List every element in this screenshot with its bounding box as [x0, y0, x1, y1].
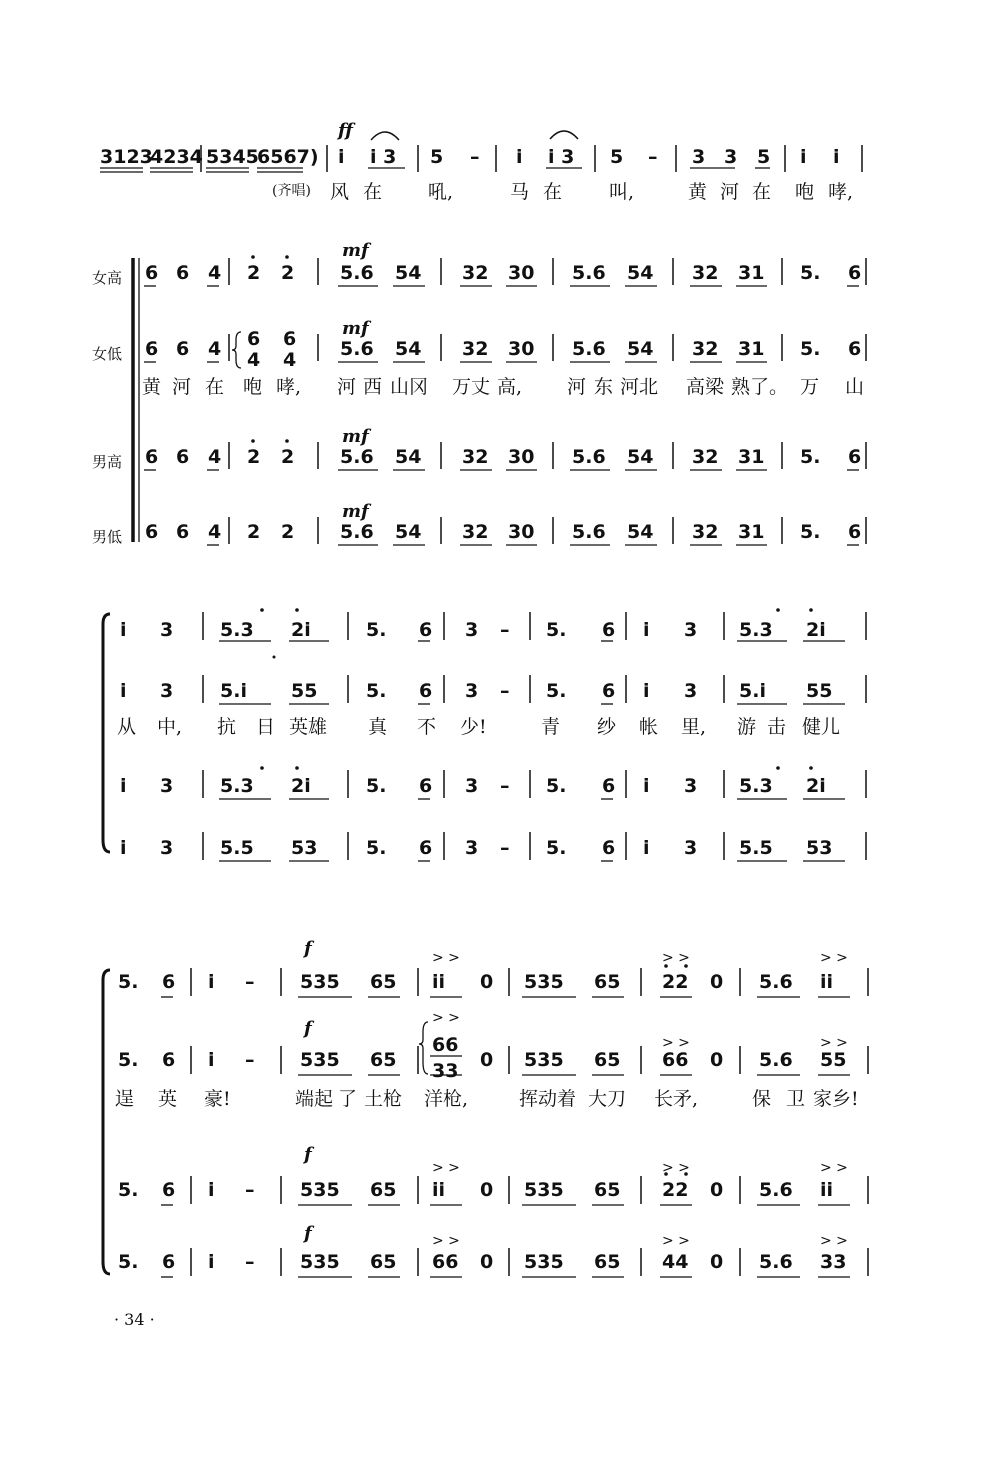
accent-mark: > >: [662, 1160, 690, 1176]
accent-mark: > >: [820, 1160, 848, 1176]
note: 5.: [366, 775, 387, 797]
note: 0: [710, 971, 724, 993]
lyric: 土枪: [364, 1088, 403, 1110]
note: 5345: [206, 146, 259, 168]
note: 5.6: [340, 446, 374, 468]
lyric: 青: [541, 716, 561, 738]
system-1-lines: [0, 240, 990, 560]
note: i: [516, 146, 523, 168]
note: 6: [419, 619, 433, 641]
note: 6567): [257, 146, 319, 168]
note: 32: [692, 262, 719, 284]
note: 6: [602, 775, 616, 797]
note: 3: [684, 837, 698, 859]
note: 5: [757, 146, 771, 168]
lyric: (齐唱): [272, 183, 311, 199]
note: 31: [738, 521, 765, 543]
lyric: 咆: [243, 376, 263, 398]
dynamic-ff: ff: [338, 120, 353, 141]
lyric: 抗: [217, 716, 237, 738]
note: 2: [281, 446, 295, 468]
lyric: 哮,: [276, 376, 302, 398]
note: 31: [738, 262, 765, 284]
note: 5.: [118, 1251, 139, 1273]
note: 54: [627, 521, 654, 543]
note: 4: [208, 446, 222, 468]
note: 6: [419, 680, 433, 702]
accent-mark: > >: [432, 950, 460, 966]
note: 55: [820, 1049, 847, 1071]
lyric: 大刀: [588, 1088, 627, 1110]
note: 5.5: [220, 837, 254, 859]
note: 65: [370, 971, 397, 993]
lyric: 西: [363, 376, 383, 398]
note: 5.6: [759, 1251, 793, 1273]
lyric: 英雄: [289, 716, 328, 738]
note: 65: [594, 1049, 621, 1071]
lyric: 在: [543, 181, 563, 203]
note: 32: [692, 338, 719, 360]
accent-mark: > >: [662, 1035, 690, 1051]
note: 54: [627, 338, 654, 360]
note: 5.: [366, 680, 387, 702]
note: 32: [462, 521, 489, 543]
note: ii: [432, 971, 446, 993]
note: 5: [430, 146, 444, 168]
note: –: [470, 146, 480, 168]
note: i: [208, 971, 215, 993]
lyric: 河: [567, 376, 587, 398]
note: 3: [684, 775, 698, 797]
note: 0: [710, 1251, 724, 1273]
note: 2i: [291, 619, 311, 641]
note: 5.i: [739, 680, 766, 702]
note: ii: [820, 971, 834, 993]
note: 65: [370, 1251, 397, 1273]
note: 66: [432, 1034, 459, 1056]
note: 5.: [366, 619, 387, 641]
note: 2i: [806, 619, 826, 641]
note: –: [245, 1049, 255, 1071]
lyric: 风: [330, 181, 350, 203]
note: 4: [208, 521, 222, 543]
lyric: 挥动着: [519, 1088, 577, 1110]
note: 5.: [800, 521, 821, 543]
note: 44: [662, 1251, 689, 1273]
note: 6: [176, 446, 190, 468]
voice-label-alto: 女低: [92, 345, 123, 363]
note: 5.i: [220, 680, 247, 702]
note: 3: [160, 837, 174, 859]
note: 5.3: [739, 619, 773, 641]
note: 3: [684, 680, 698, 702]
note: 6: [145, 521, 159, 543]
lyric: 家乡!: [813, 1088, 859, 1110]
voice-label-tenor: 男高: [92, 453, 123, 471]
note: 5.3: [220, 775, 254, 797]
note: –: [500, 837, 510, 859]
lyric: 河: [720, 181, 740, 203]
accent-mark: > >: [820, 1233, 848, 1249]
note: 31: [738, 446, 765, 468]
note: 5.6: [759, 1049, 793, 1071]
lyric: 咆: [795, 181, 815, 203]
note: 5.: [546, 619, 567, 641]
note: –: [500, 775, 510, 797]
note: i: [643, 837, 650, 859]
note: 535: [300, 1049, 340, 1071]
lyric: 东: [594, 376, 614, 398]
note: 5.: [366, 837, 387, 859]
note: 53: [291, 837, 318, 859]
note: 4: [283, 349, 297, 371]
note: 6: [162, 1049, 176, 1071]
note: 3: [160, 619, 174, 641]
note: 3: [724, 146, 738, 168]
note: 2: [247, 446, 261, 468]
lyric: 游: [737, 716, 757, 738]
note: 54: [627, 446, 654, 468]
lyric: 黄: [688, 181, 708, 203]
note: 5.: [118, 1049, 139, 1071]
note: 535: [300, 1179, 340, 1201]
note: –: [648, 146, 658, 168]
note: 54: [395, 262, 422, 284]
note: 3: [160, 680, 174, 702]
note: 5.6: [572, 262, 606, 284]
lyric: 健儿: [802, 716, 841, 738]
note: 6: [247, 328, 261, 350]
note: 5.: [118, 1179, 139, 1201]
accent-mark: > >: [432, 1160, 460, 1176]
note: 6: [176, 521, 190, 543]
note: –: [500, 619, 510, 641]
dynamic-f: f: [304, 1223, 312, 1244]
note: 6: [176, 338, 190, 360]
lyric: 不: [417, 716, 437, 738]
note: 2: [247, 262, 261, 284]
note: 4: [208, 338, 222, 360]
lyric: 吼,: [428, 181, 454, 203]
lyric: 英: [158, 1088, 178, 1110]
lyric: 保: [752, 1088, 772, 1110]
note: 3: [692, 146, 706, 168]
note: 6: [848, 446, 862, 468]
note: 5.6: [759, 1179, 793, 1201]
note: 32: [692, 521, 719, 543]
lyric: 击: [767, 716, 787, 738]
lyric: 万: [800, 376, 820, 398]
lyric: 真: [368, 716, 388, 738]
lyric: 河: [172, 376, 192, 398]
note: 5.3: [739, 775, 773, 797]
lyric: 帐: [639, 716, 659, 738]
lyric: 黄: [142, 376, 162, 398]
note: 6: [419, 775, 433, 797]
note: 30: [508, 262, 535, 284]
note: 54: [395, 446, 422, 468]
note: 6: [176, 262, 190, 284]
note: 6: [162, 971, 176, 993]
note: i: [833, 146, 840, 168]
note: 0: [480, 1179, 494, 1201]
accent-mark: > >: [662, 950, 690, 966]
note: 54: [395, 338, 422, 360]
note: 3123: [100, 146, 153, 168]
note: 0: [480, 971, 494, 993]
note: –: [500, 680, 510, 702]
note: 32: [692, 446, 719, 468]
note: i: [643, 680, 650, 702]
note: 32: [462, 338, 489, 360]
note: 5.5: [739, 837, 773, 859]
note: 3: [684, 619, 698, 641]
note: 65: [594, 1179, 621, 1201]
dynamic-f: f: [304, 1144, 312, 1165]
accent-mark: > >: [662, 1233, 690, 1249]
note: 2: [247, 521, 261, 543]
note: 5.: [800, 262, 821, 284]
dynamic-f: f: [304, 938, 312, 959]
note: 6: [145, 262, 159, 284]
note: 30: [508, 446, 535, 468]
note: 3: [465, 775, 479, 797]
voice-label-soprano: 女高: [92, 269, 123, 287]
lyric: 哮,: [828, 181, 854, 203]
note: 6: [145, 446, 159, 468]
note: i 3: [370, 146, 397, 168]
lyric: 中,: [157, 716, 183, 738]
note: 4234: [150, 146, 203, 168]
lyric: 卫: [786, 1088, 806, 1110]
accent-mark: > >: [432, 1233, 460, 1249]
note: 6: [602, 680, 616, 702]
note: 4: [208, 262, 222, 284]
lyric: 高,: [497, 376, 523, 398]
note: i: [208, 1251, 215, 1273]
note: 535: [524, 971, 564, 993]
note: 6: [162, 1251, 176, 1273]
note: –: [245, 1251, 255, 1273]
dynamic-mf: mf: [342, 501, 369, 522]
note: 3: [465, 619, 479, 641]
note: 6: [848, 338, 862, 360]
note: 6: [848, 521, 862, 543]
lyric: 河: [337, 376, 357, 398]
lyric: 少!: [460, 716, 487, 738]
note: 535: [524, 1049, 564, 1071]
note: 53: [806, 837, 833, 859]
note: ii: [820, 1179, 834, 1201]
note: 5.6: [340, 262, 374, 284]
lyric: 马: [510, 181, 530, 203]
note: 5.6: [572, 521, 606, 543]
note: 6: [419, 837, 433, 859]
note: 6: [848, 262, 862, 284]
lyric: 里,: [681, 716, 707, 738]
system-2-lines: [0, 600, 990, 870]
lyric: 熟了。: [731, 376, 789, 398]
accent-mark: > >: [432, 1010, 460, 1026]
note: i: [643, 619, 650, 641]
lyric: 从: [117, 716, 137, 738]
note: 22: [662, 1179, 689, 1201]
note: 0: [480, 1251, 494, 1273]
note: 54: [395, 521, 422, 543]
note: 32: [462, 262, 489, 284]
lyric: 万丈: [452, 376, 491, 398]
note: 535: [300, 1251, 340, 1273]
note: 6: [283, 328, 297, 350]
page-number: · 34 ·: [114, 1310, 155, 1329]
note: 535: [524, 1179, 564, 1201]
note: i: [120, 775, 127, 797]
note: 5.: [546, 680, 567, 702]
note: 32: [462, 446, 489, 468]
note: 5.: [546, 837, 567, 859]
dynamic-mf: mf: [342, 426, 369, 447]
note: i: [643, 775, 650, 797]
intro-slurs: [0, 0, 990, 200]
note: –: [245, 1179, 255, 1201]
note: 6: [602, 837, 616, 859]
note: i 3: [548, 146, 575, 168]
voice-label-bass: 男低: [92, 528, 123, 546]
note: 33: [820, 1251, 847, 1273]
note: 30: [508, 338, 535, 360]
note: i: [208, 1049, 215, 1071]
note: 6: [145, 338, 159, 360]
lyric: 了: [338, 1088, 358, 1110]
note: 2i: [291, 775, 311, 797]
note: i: [120, 680, 127, 702]
note: 6: [602, 619, 616, 641]
note: i: [338, 146, 345, 168]
lyric: 日: [256, 716, 276, 738]
note: 3: [160, 775, 174, 797]
lyric: 高梁: [686, 376, 725, 398]
note: 54: [627, 262, 654, 284]
note: 66: [662, 1049, 689, 1071]
lyric: 长矛,: [654, 1088, 699, 1110]
note: 3: [465, 680, 479, 702]
note: 5.6: [572, 446, 606, 468]
note: 5.6: [759, 971, 793, 993]
lyric: 叫,: [609, 181, 635, 203]
note: 5.6: [572, 338, 606, 360]
note: 65: [370, 1049, 397, 1071]
note: 5: [610, 146, 624, 168]
note: 66: [432, 1251, 459, 1273]
note: 5.: [800, 338, 821, 360]
note: 5.: [118, 971, 139, 993]
lyric: 河北: [620, 376, 659, 398]
accent-mark: > >: [820, 950, 848, 966]
lyric: 在: [363, 181, 383, 203]
lyric: 纱: [597, 716, 617, 738]
note: i: [800, 146, 807, 168]
note: i: [120, 619, 127, 641]
note: 55: [806, 680, 833, 702]
note: 5.: [546, 775, 567, 797]
dynamic-mf: mf: [342, 240, 369, 261]
dynamic-mf: mf: [342, 318, 369, 339]
lyric: 豪!: [204, 1088, 231, 1110]
note: 535: [524, 1251, 564, 1273]
note: 6: [162, 1179, 176, 1201]
note: 30: [508, 521, 535, 543]
note: i: [208, 1179, 215, 1201]
note: 5.3: [220, 619, 254, 641]
note: 22: [662, 971, 689, 993]
note: 2: [281, 262, 295, 284]
note: 31: [738, 338, 765, 360]
note: 5.6: [340, 521, 374, 543]
note: 0: [710, 1049, 724, 1071]
lyric: 逞: [115, 1088, 135, 1110]
dynamic-f: f: [304, 1018, 312, 1039]
note: i: [120, 837, 127, 859]
note: 0: [480, 1049, 494, 1071]
lyric: 在: [752, 181, 772, 203]
note: 65: [594, 1251, 621, 1273]
lyric: 山冈: [390, 376, 429, 398]
note: –: [245, 971, 255, 993]
note: 5.6: [340, 338, 374, 360]
note: 55: [291, 680, 318, 702]
note: 65: [370, 1179, 397, 1201]
note: 33: [432, 1060, 459, 1082]
lyric: 端起: [295, 1088, 334, 1110]
lyric: 在: [205, 376, 225, 398]
note: 0: [710, 1179, 724, 1201]
accent-mark: > >: [820, 1035, 848, 1051]
lyric: 洋枪,: [424, 1088, 469, 1110]
note: 65: [594, 971, 621, 993]
note: 535: [300, 971, 340, 993]
note: 3: [465, 837, 479, 859]
lyric: 山: [845, 376, 865, 398]
note: 2: [281, 521, 295, 543]
note: 4: [247, 349, 261, 371]
note: 2i: [806, 775, 826, 797]
note: ii: [432, 1179, 446, 1201]
note: 5.: [800, 446, 821, 468]
